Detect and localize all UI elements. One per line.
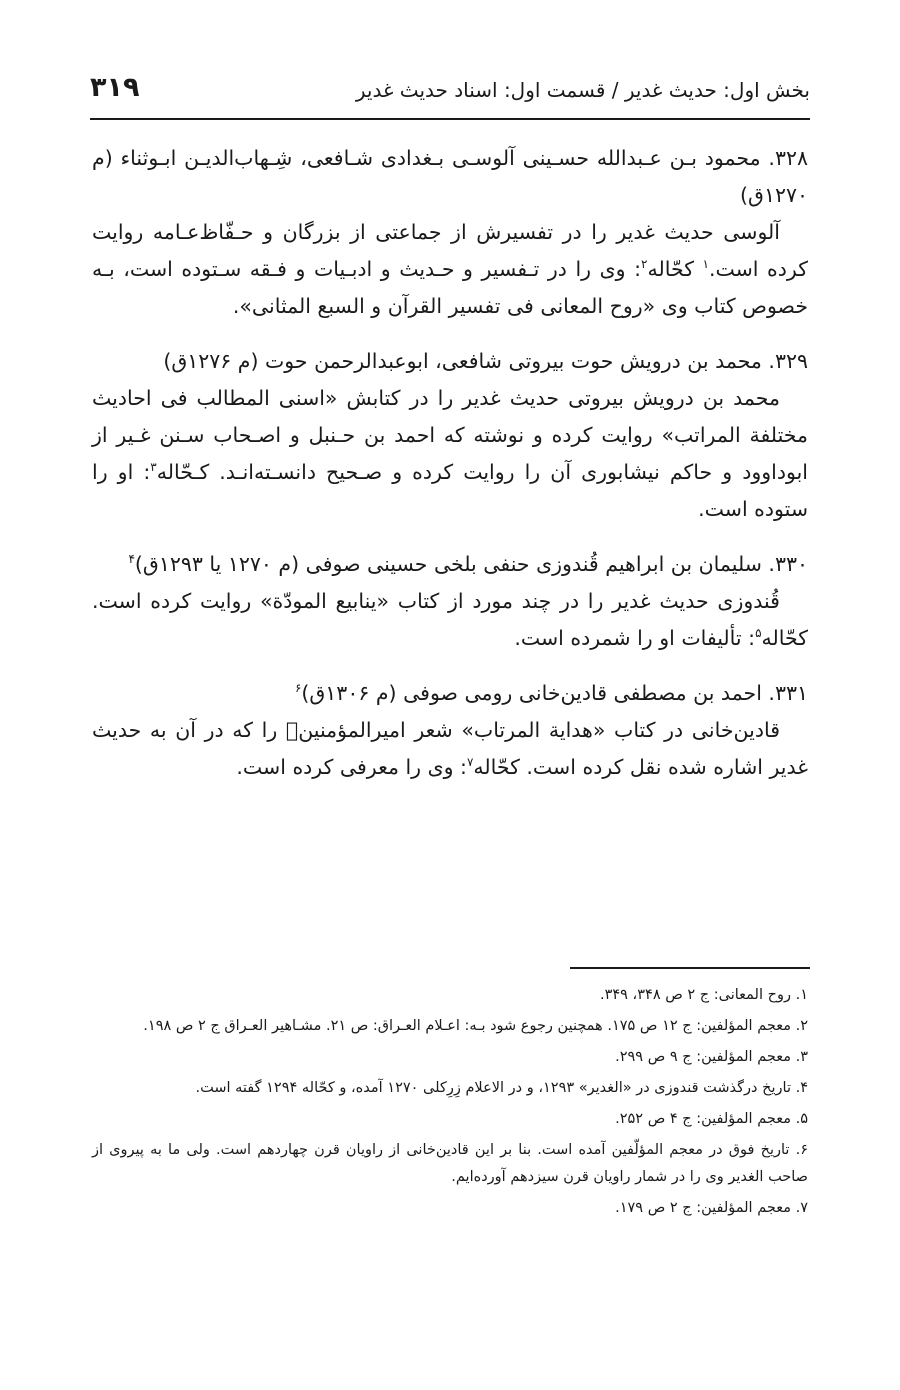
entry-paragraph: [92, 380, 808, 528]
paragraph-text: کحّاله: [647, 257, 703, 281]
paragraph-text: آلوسی حدیث غدیر را در تفسیرش از جماعتی از بزرگان و حـفّاظ‌عـامه روایت کرده است.: [92, 220, 808, 281]
footnote-6: ۶. تاریخ فوق در معجم المؤلّفین آمده است. بنا بر این قادین‌خانی از راویان قرن چهاردهم است. ولی ما به پیروی از صاحب الغدیر وی را در شمار راویان قرن سیزدهم آورده‌ایم.: [92, 1142, 808, 1185]
paragraph-text: : او را ستوده است.: [92, 460, 808, 521]
entry-title: ۳۲۸. محمود بـن عـبدالله حسـینی آلوسـی بـغدادی شـافعی، شِـهاب‌الدیـن ابـوثناء (م ۱۲۷۰ق): [92, 146, 808, 207]
footnote-2: ۲. معجم المؤلفین: ج ۱۲ ص ۱۷۵. همچنین رجوع شود بـه: اعـلام العـراق: ص ۲۱. مشـاهیر العـراق ج ۲ ص ۱۹۸.: [143, 1018, 808, 1034]
entry-title: ۳۲۹. محمد بن درویش حوت بیروتی شافعی، ابوعبدالرحمن حوت (م ۱۲۷۶ق): [163, 349, 808, 373]
entry-331: [92, 675, 808, 786]
entry-330: [92, 546, 808, 657]
paragraph-text: قادین‌خانی در کتاب «هدایة المرتاب» شعر امیرالمؤمنین: [285, 718, 780, 742]
footnote-divider: [570, 967, 810, 969]
header-divider: [90, 118, 810, 120]
footnote-1: ۱. روح المعانی: ج ۲ ص ۳۴۸، ۳۴۹.: [599, 987, 808, 1003]
footnote-7: ۷. معجم المؤلفین: ج ۲ ص ۱۷۹.: [615, 1200, 808, 1216]
paragraph-text: : وی را معرفی کرده است.: [236, 755, 467, 779]
footnote-4: ۴. تاریخ درگذشت قندوزی در «الغدیر» ۱۲۹۳، و در الاعلام زِرِکلی ۱۲۷۰ آمده، و کحّاله ۱۲۹۴ گفته است.: [195, 1080, 808, 1096]
footnote-marker: ۱: [702, 257, 709, 272]
entry-title: [92, 675, 808, 712]
footnote-marker: ۵: [755, 626, 762, 641]
paragraph-text: : تألیفات او را شمرده است.: [514, 626, 756, 650]
footnote-marker: ۶: [294, 681, 302, 696]
entry-329: [92, 343, 808, 528]
running-title: بخش اول: حدیث غدیر / قسمت اول: اسناد حدیث غدیر: [355, 78, 810, 102]
footnote-3: ۳. معجم المؤلفین: ج ۹ ص ۲۹۹.: [615, 1049, 808, 1065]
paragraph-text: قُندوزی حدیث غدیر را در چند مورد از کتاب «ینابیع المودّة» روایت کرده است. کحّاله: [92, 589, 808, 650]
entry-328: [92, 140, 808, 325]
footnotes: [92, 982, 808, 1226]
entry-title: [92, 546, 808, 583]
footnote-5: ۵. معجم المؤلفین: ج ۴ ص ۲۵۲.: [615, 1111, 808, 1127]
entry-title-text: ۳۳۰. سلیمان بن ابراهیم قُندوزی حنفی بلخی حسینی صوفی (م ۱۲۷۰ یا ۱۲۹۳ق): [134, 552, 808, 576]
entry-paragraph: [92, 712, 808, 786]
paragraph-text: : وی را در تـفسیر و حـدیث و ادبـیات و فـقه سـتوده است، بـه خصوص کتاب وی «روح المعانی فی تفسیر القرآن و السبع المثانی».: [92, 257, 808, 318]
entry-title-text: ۳۳۱. احمد بن مصطفی قادین‌خانی رومی صوفی (م ۱۳۰۶ق): [301, 681, 808, 705]
paragraph-text: را که در آن به حدیث غدیر اشاره شده نقل کرده است. کحّاله: [92, 718, 808, 779]
page-number: ۳۱۹: [90, 72, 140, 103]
main-text: [92, 140, 808, 804]
page-header: [90, 70, 810, 120]
footnote-marker: ۴: [128, 552, 135, 567]
paragraph-text: محمد بن درویش بیروتی حدیث غدیر را در کتابش «اسنی المطالب فی احادیث مختلفة المراتب» روایت کرده و نوشته که احمد بن حـنبل و اصـحاب سـنن غـیر از ابوداوود و حاکم نیشابوری آن را روایت کرده و صـحیح دانسـته‌انـد. کـحّاله: [92, 386, 808, 484]
footnote-marker: ۲: [641, 257, 648, 272]
entry-paragraph: [92, 214, 808, 325]
entry-paragraph: [92, 583, 808, 657]
footnote-marker: ۳: [150, 460, 157, 475]
footnote-marker: ۷: [466, 755, 474, 770]
